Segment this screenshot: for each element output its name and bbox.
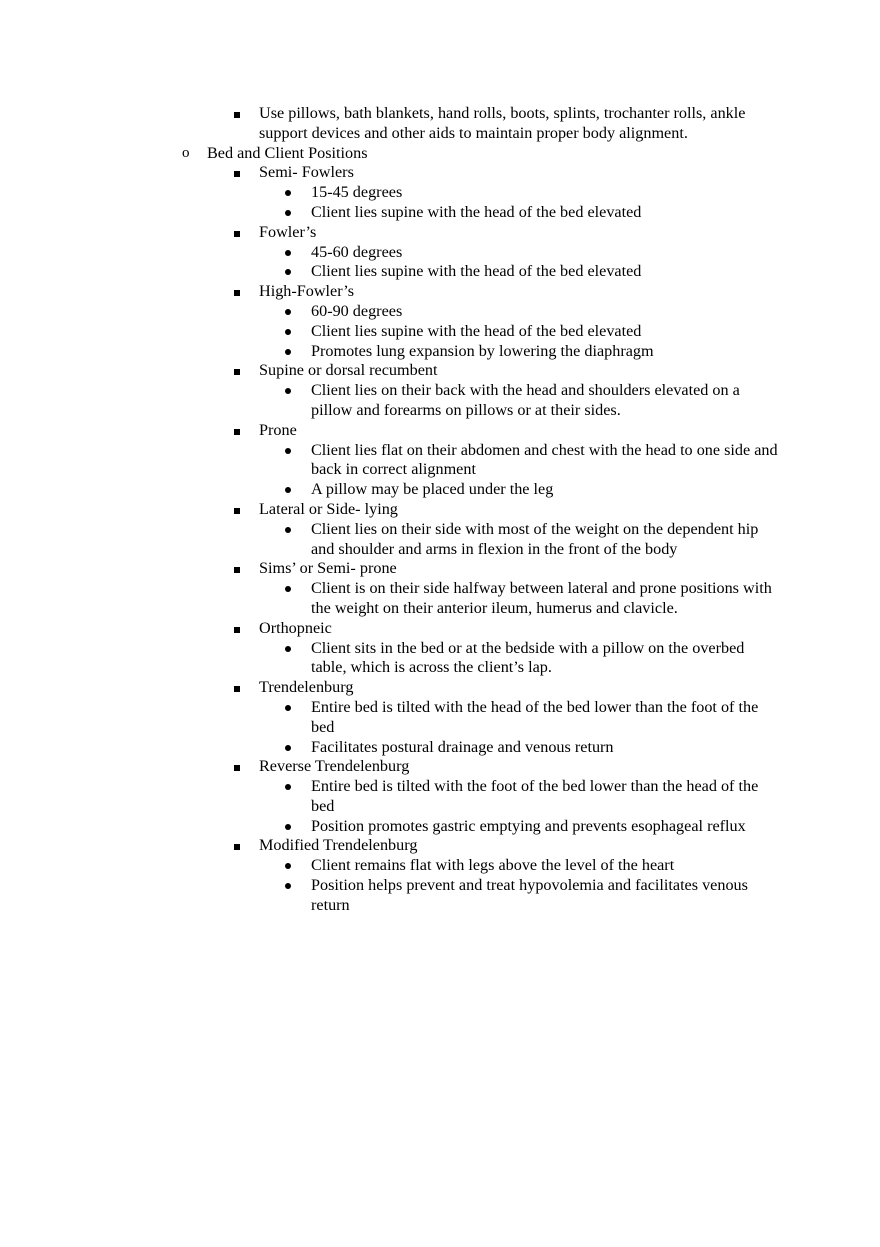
detail-text: Client lies flat on their abdomen and chest with the head to one side and back in correct alignment [311,440,778,479]
detail-text: Client lies supine with the head of the bed elevated [311,262,642,281]
square-bullet-icon [234,567,240,573]
position-name: Modified Trendelenburg [259,836,418,855]
position-name: Prone [259,420,297,439]
detail-text: 45-60 degrees [311,242,403,261]
round-bullet-icon [285,309,291,315]
detail-text: Client lies on their back with the head and shoulders elevated on a pillow and forearms on pillows or at their sides. [311,381,740,419]
intro-text: Use pillows, bath blankets, hand rolls, boots, splints, trochanter rolls, ankle support devices and other aids to maintain proper body alignment. [259,104,746,142]
section-title: Bed and Client Positions [207,143,368,162]
round-bullet-icon [285,210,291,216]
position-item [0,361,880,381]
position-name: Lateral or Side- lying [259,499,398,518]
position-detail [0,579,880,619]
position-detail [0,203,880,223]
detail-text: Position promotes gastric emptying and prevents esophageal reflux [311,816,746,835]
position-detail [0,817,880,837]
square-bullet-icon [234,369,240,375]
detail-text: Facilitates postural drainage and venous return [311,737,614,756]
round-bullet-icon [285,388,291,394]
position-detail [0,738,880,758]
detail-text: Promotes lung expansion by lowering the diaphragm [311,341,654,360]
square-bullet-icon [234,508,240,514]
position-name: Fowler’s [259,222,317,241]
round-bullet-icon [285,527,291,533]
circle-bullet-icon: o [182,144,190,161]
round-bullet-icon [285,329,291,335]
position-item [0,500,880,520]
position-name: Supine or dorsal recumbent [259,361,438,380]
position-detail [0,639,880,679]
position-detail [0,243,880,263]
round-bullet-icon [285,705,291,711]
position-name: Reverse Trendelenburg [259,757,410,776]
detail-text: Client remains flat with legs above the level of the heart [311,856,675,875]
square-bullet-icon [234,290,240,296]
round-bullet-icon [285,269,291,275]
round-bullet-icon [285,448,291,454]
position-item [0,223,880,243]
detail-text: 60-90 degrees [311,301,403,320]
detail-text: A pillow may be placed under the leg [311,480,554,499]
position-detail [0,302,880,322]
square-bullet-icon [234,429,240,435]
detail-text: Entire bed is tilted with the head of the bed lower than the foot of the bed [311,697,759,736]
position-detail [0,441,880,481]
round-bullet-icon [285,586,291,592]
square-bullet-icon [234,112,240,118]
position-detail [0,322,880,342]
square-bullet-icon [234,765,240,771]
position-item [0,836,880,856]
position-detail [0,262,880,282]
round-bullet-icon [285,745,291,751]
position-item [0,282,880,302]
section-heading [0,144,880,164]
position-detail [0,342,880,362]
detail-text: Client lies supine with the head of the bed elevated [311,321,642,340]
position-detail [0,183,880,203]
round-bullet-icon [285,784,291,790]
detail-text: Client lies on their side with most of the weight on the dependent hip and shoulder and arms in flexion in the front of the body [311,519,759,558]
position-detail [0,856,880,876]
position-detail [0,381,880,421]
detail-text: Client lies supine with the head of the bed elevated [311,202,642,221]
round-bullet-icon [285,646,291,652]
detail-text: Client is on their side halfway between lateral and prone positions with the weight on their anterior ileum, humerus and clavicle. [311,579,772,617]
position-detail [0,777,880,817]
round-bullet-icon [285,883,291,889]
position-detail [0,480,880,500]
round-bullet-icon [285,487,291,493]
position-item [0,163,880,183]
position-name: Semi- Fowlers [259,163,354,182]
square-bullet-icon [234,627,240,633]
list-item-intro [0,104,880,144]
outline-list [0,104,880,916]
position-name: Sims’ or Semi- prone [259,559,397,578]
position-item [0,421,880,441]
round-bullet-icon [285,349,291,355]
detail-text: Entire bed is tilted with the foot of the bed lower than the head of the bed [311,777,759,815]
position-item [0,757,880,777]
position-detail [0,876,880,916]
round-bullet-icon [285,250,291,256]
position-name: Trendelenburg [259,678,354,697]
square-bullet-icon [234,231,240,237]
position-detail [0,698,880,738]
square-bullet-icon [234,844,240,850]
position-item [0,559,880,579]
round-bullet-icon [285,190,291,196]
position-name: Orthopneic [259,618,332,637]
round-bullet-icon [285,824,291,830]
detail-text: 15-45 degrees [311,183,403,202]
square-bullet-icon [234,171,240,177]
round-bullet-icon [285,863,291,869]
square-bullet-icon [234,686,240,692]
position-detail [0,520,880,560]
position-item [0,678,880,698]
detail-text: Client sits in the bed or at the bedside with a pillow on the overbed table, which is across the client’s lap. [311,638,745,677]
position-name: High-Fowler’s [259,282,355,301]
detail-text: Position helps prevent and treat hypovolemia and facilitates venous return [311,876,748,914]
position-item [0,619,880,639]
